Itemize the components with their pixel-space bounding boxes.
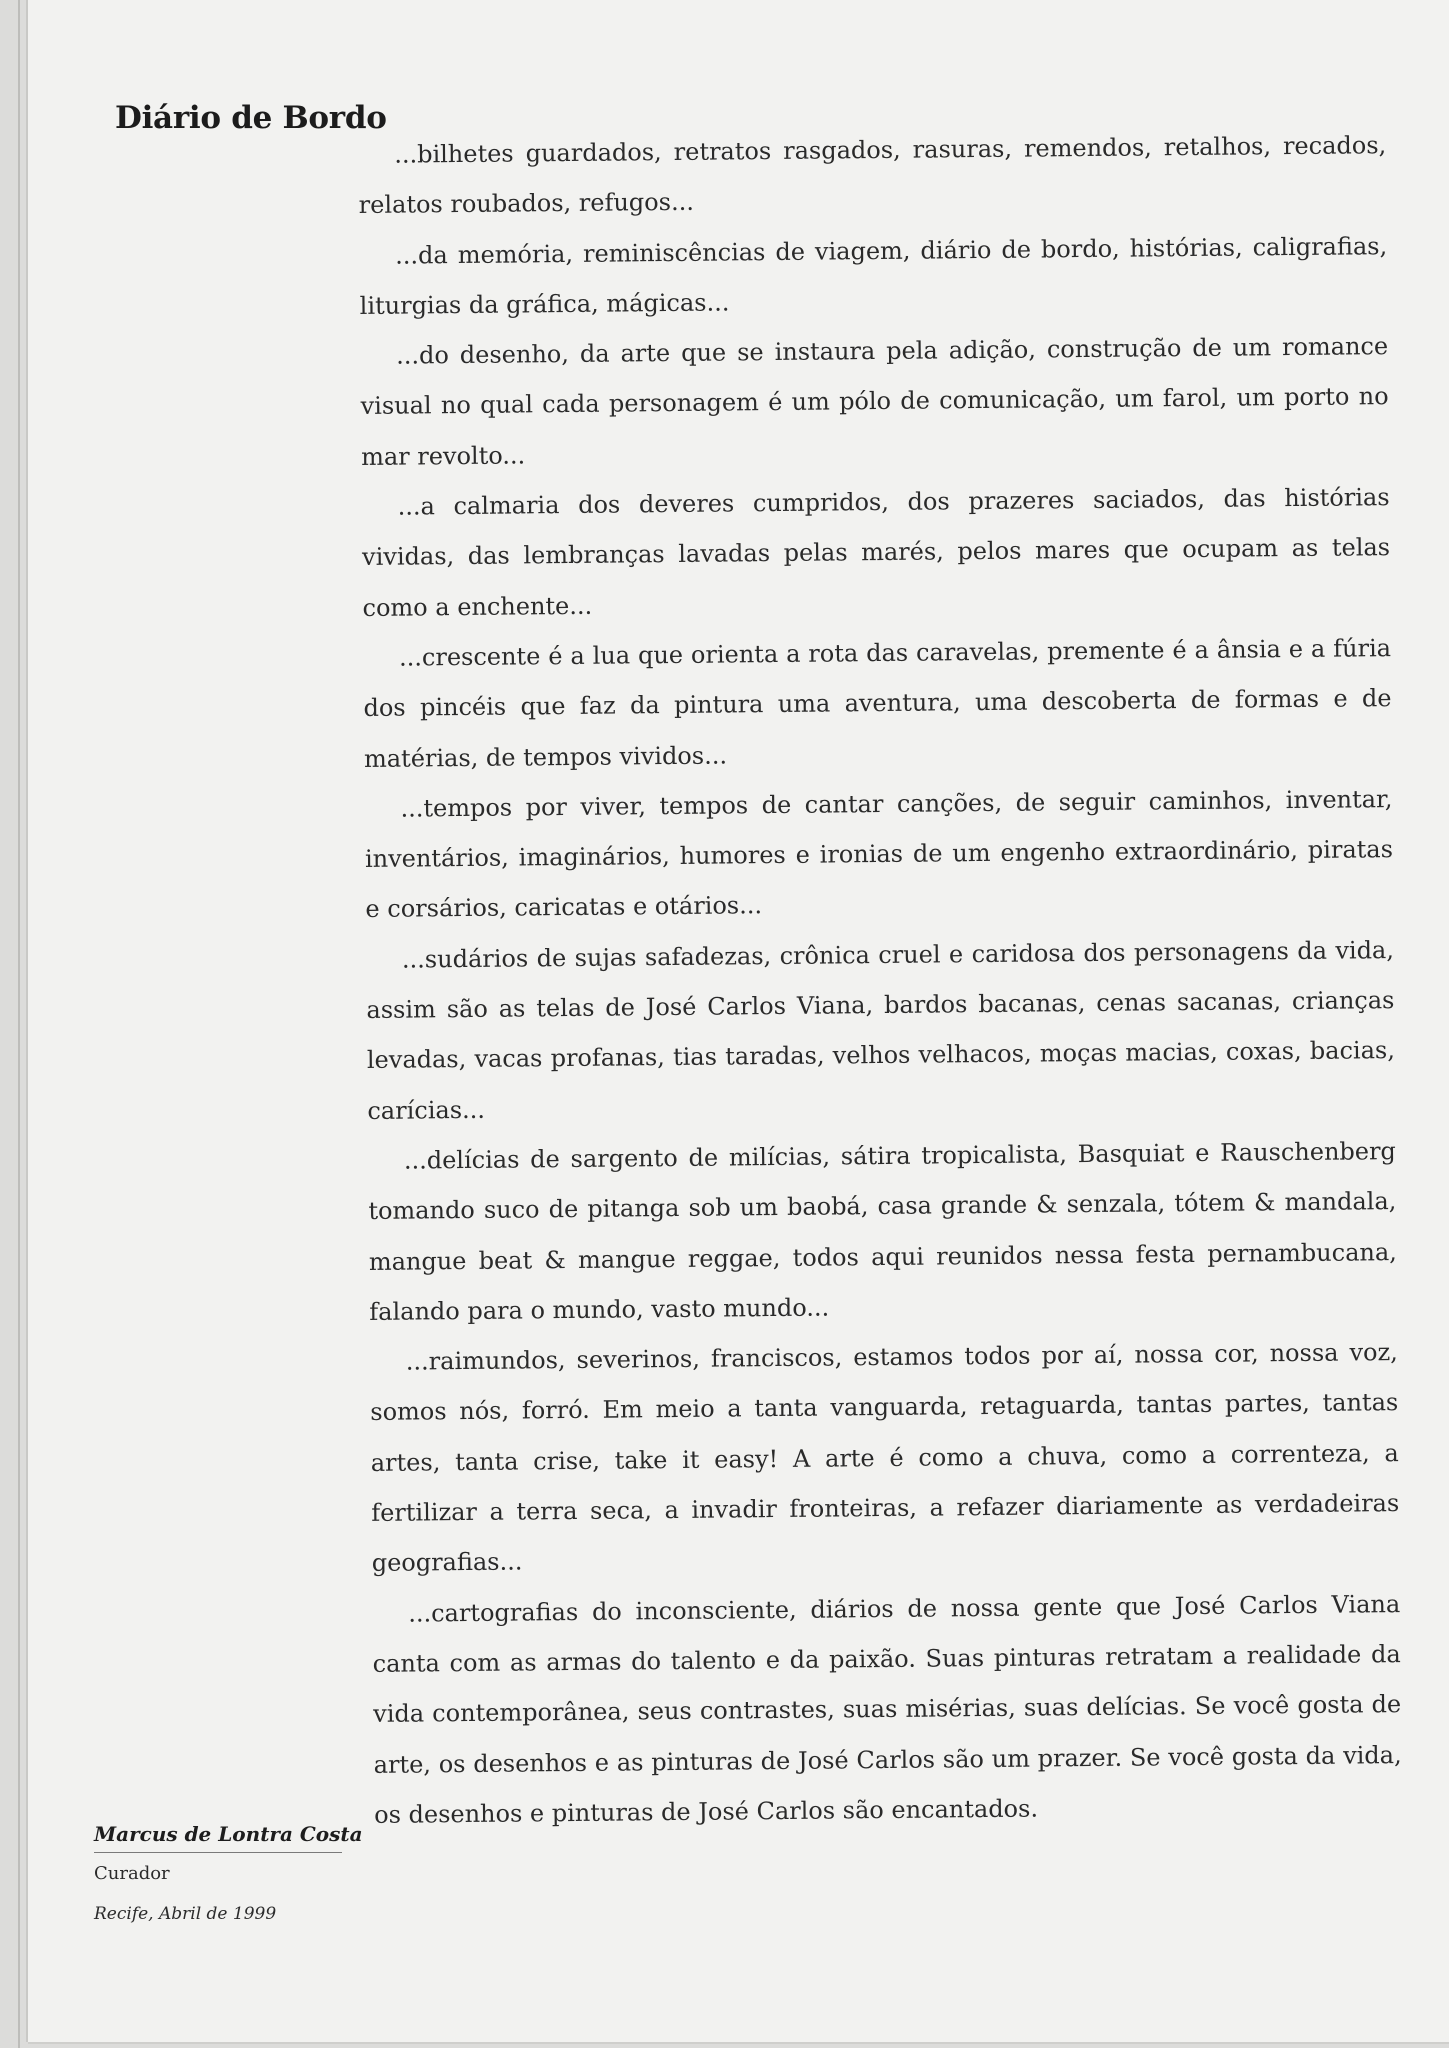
document-page [28,0,1449,2042]
paragraph: ...crescente é a lua que orienta a rota das caravelas, premente é a ânsia e a fúria dos pincéis que faz da pintura uma aventura, uma descoberta de formas e de matérias, de tempos vividos... [363,634,1392,773]
paragraph: ...da memória, reminiscências de viagem, diário de bordo, histórias, caligrafias, liturgias da gráfica, mágicas... [359,231,1388,320]
paragraph: ...a calmaria dos deveres cumpridos, dos prazeres saciados, das histórias vividas, das lembranças lavadas pelas marés, pelos mares que ocupam as telas como a enchente... [361,483,1391,622]
signature-block [94,1822,363,1924]
author-name: Marcus de Lontra Costa [94,1822,342,1853]
page-edge-line [18,0,20,2048]
paragraph: ...raimundos, severinos, franciscos, estamos todos por aí, nossa cor, nossa voz, somos nós, forró. Em meio a tanta vanguarda, retaguarda, tantas partes, tantas artes, tanta crise, take it easy! A arte é como a chuva, como a correnteza, a fertilizar a terra seca, a invadir fronteiras, a refazer diariamente as verdadeiras geografias... [370,1338,1400,1578]
page-title: Diário de Bordo [115,100,387,136]
place-and-date: Recife, Abril de 1999 [94,1904,277,1924]
paragraph: ...delícias de sargento de milícias, sátira tropicalista, Basquiat e Rauschenberg tomando suco de pitanga sob um baobá, casa grande & senzala, tótem & mandala, mangue beat & mangue reggae, todos aqui reunidos nessa festa pernambucana, falando para o mundo, vasto mundo... [368,1137,1397,1326]
author-role: Curador [94,1863,170,1884]
paragraph: ...cartografias do inconsciente, diários de nossa gente que José Carlos Viana canta com as armas do talento e da paixão. Suas pinturas retratam a realidade da vida contemporânea, seus contrastes, suas misérias, suas delícias. Se você gosta de arte, os desenhos e as pinturas de José Carlos são um prazer. Se você gosta da vida, os desenhos e pinturas de José Carlos são encantados. [372,1589,1402,1829]
paragraph: ...sudários de sujas safadezas, crônica cruel e caridosa dos personagens da vida, assim são as telas de José Carlos Viana, bardos bacanas, cenas sacanas, crianças levadas, vacas profanas, tias taradas, velhos velhacos, moças macias, coxas, bacias, carícias... [366,935,1396,1125]
text-body [358,120,1402,1840]
paragraph: ...tempos por viver, tempos de cantar canções, de seguir caminhos, inventar, inventários, imaginários, humores e ironias de um engenho extraordinário, piratas e corsários, caricatas e otários... [364,784,1394,924]
paragraph: ...bilhetes guardados, retratos rasgados, rasuras, remendos, retalhos, recados, relatos roubados, refugos... [358,131,1387,220]
paragraph: ...do desenho, da arte que se instaura pela adição, construção de um romance visual no qual cada personagem é um pólo de comunicação, um farol, um porto no mar revolto... [360,332,1389,471]
